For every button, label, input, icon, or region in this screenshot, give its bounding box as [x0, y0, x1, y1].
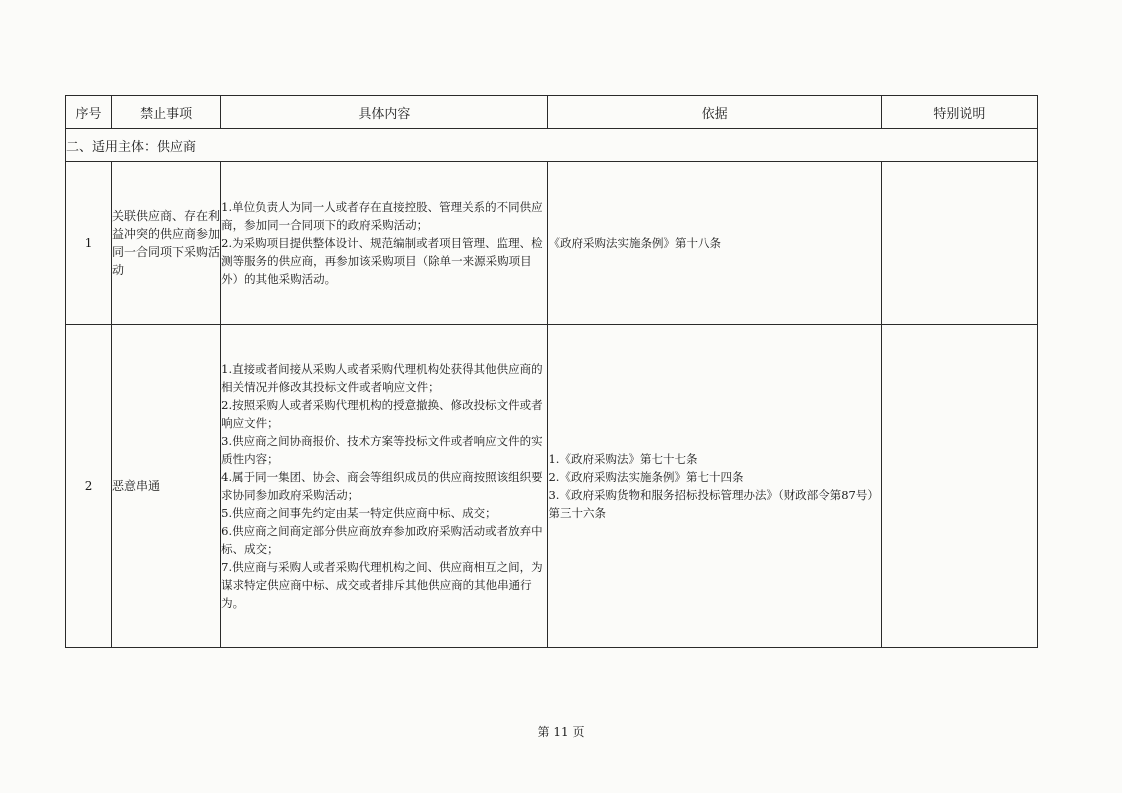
header-note: 特别说明	[881, 96, 1037, 129]
content-line: 7.供应商与采购人或者采购代理机构之间、供应商相互之间，为谋求特定供应商中标、成交或者排斥其他供应商的其他串通行为。	[221, 560, 543, 610]
row-content	[221, 162, 548, 325]
row-note	[881, 162, 1037, 325]
row-item: 关联供应商、存在利益冲突的供应商参加同一合同项下采购活动	[112, 162, 221, 325]
section-row	[66, 129, 1038, 162]
row-item: 恶意串通	[112, 325, 221, 648]
content-line: 1.单位负责人为同一人或者存在直接控股、管理关系的不同供应商，参加同一合同项下的政府采购活动；	[221, 200, 543, 232]
row-content	[221, 325, 548, 648]
content-line: 5.供应商之间事先约定由某一特定供应商中标、成交；	[221, 506, 497, 520]
basis-line: 《政府采购法实施条例》第十八条	[548, 236, 721, 250]
table-row	[66, 325, 1038, 648]
page-number: 第 11 页	[537, 725, 585, 739]
content-line: 3.供应商之间协商报价、技术方案等投标文件或者响应文件的实质性内容；	[221, 434, 543, 466]
table-row	[66, 162, 1038, 325]
header-item: 禁止事项	[112, 96, 221, 129]
section-title: 二、适用主体：供应商	[66, 129, 1038, 162]
content-line: 4.属于同一集团、协会、商会等组织成员的供应商按照该组织要求协同参加政府采购活动；	[221, 470, 543, 502]
header-basis: 依据	[548, 96, 881, 129]
header-content: 具体内容	[221, 96, 548, 129]
row-basis	[548, 325, 881, 648]
content-line: 6.供应商之间商定部分供应商放弃参加政府采购活动或者放弃中标、成交；	[221, 524, 543, 556]
basis-line: 3.《政府采购货物和服务招标投标管理办法》（财政部令第87号）第三十六条	[548, 488, 879, 520]
prohibition-table	[65, 95, 1038, 648]
header-no: 序号	[66, 96, 112, 129]
content-line: 1.直接或者间接从采购人或者采购代理机构处获得其他供应商的相关情况并修改其投标文件或者响应文件；	[221, 362, 543, 394]
row-number: 1	[66, 162, 112, 325]
table-header-row	[66, 96, 1038, 129]
basis-line: 1.《政府采购法》第七十七条	[548, 452, 698, 466]
row-basis	[548, 162, 881, 325]
content-line: 2.按照采购人或者采购代理机构的授意撤换、修改投标文件或者响应文件；	[221, 398, 543, 430]
row-note	[881, 325, 1037, 648]
content-line: 2.为采购项目提供整体设计、规范编制或者项目管理、监理、检测等服务的供应商，再参加该采购项目（除单一来源采购项目外）的其他采购活动。	[221, 236, 543, 286]
row-number: 2	[66, 325, 112, 648]
basis-line: 2.《政府采购法实施条例》第七十四条	[548, 470, 744, 484]
